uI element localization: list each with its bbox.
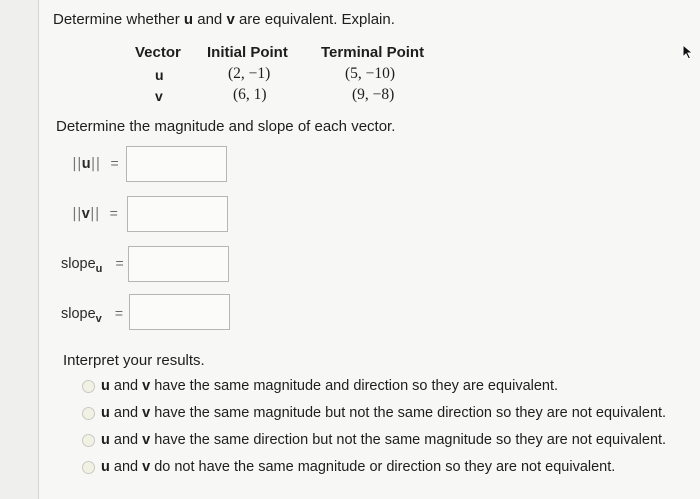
table-cell-initial-u: (2, −1): [228, 65, 271, 82]
prompt-text-end: are equivalent. Explain.: [234, 11, 395, 28]
table-cell-vector-v: v: [155, 88, 163, 104]
question-prompt: [53, 11, 395, 28]
prompt-vector-v: v: [226, 11, 235, 28]
option-2-label[interactable]: u and v have the same magnitude but not the same direction so they are not equivalent.: [101, 405, 667, 421]
table-header-terminal-point: Terminal Point: [321, 44, 425, 61]
option-3-label[interactable]: u and v have the same direction but not the same magnitude so they are not equivalent.: [101, 432, 667, 448]
option-4-label[interactable]: u and v do not have the same magnitude or direction so they are not equivalent.: [101, 459, 616, 475]
table-cell-vector-u: u: [155, 67, 164, 83]
magnitude-u-input[interactable]: [126, 146, 227, 182]
magnitude-v-input[interactable]: [127, 196, 228, 232]
radio-option-2[interactable]: [82, 407, 95, 420]
option-1-label[interactable]: u and v have the same magnitude and direction so they are equivalent.: [101, 378, 559, 394]
table-cell-terminal-v: (9, −8): [352, 86, 395, 103]
prompt-text-start: Determine whether: [53, 11, 184, 28]
slope-u-label: slope$_u$ =: [61, 255, 124, 275]
magnitude-v-label: ||v|| =: [72, 205, 118, 222]
interpret-title: Interpret your results.: [63, 352, 205, 369]
table-cell-terminal-u: (5, −10): [345, 65, 396, 82]
magnitude-u-label: ||u|| =: [72, 155, 119, 172]
slope-u-input[interactable]: [128, 246, 229, 282]
slope-v-label: slope$_v$ =: [61, 305, 124, 325]
slope-v-input[interactable]: [129, 294, 230, 330]
radio-option-1[interactable]: [82, 380, 95, 393]
prompt-text-mid: and: [193, 11, 227, 28]
radio-option-3[interactable]: [82, 434, 95, 447]
table-header-initial-point: Initial Point: [207, 44, 288, 61]
table-header-vector: Vector: [135, 44, 181, 61]
mouse-cursor-icon: [682, 44, 694, 60]
radio-option-4[interactable]: [82, 461, 95, 474]
prompt-vector-u: u: [183, 11, 194, 28]
instruction-text: Determine the magnitude and slope of each vector.: [56, 118, 396, 135]
table-cell-initial-v: (6, 1): [233, 86, 267, 103]
